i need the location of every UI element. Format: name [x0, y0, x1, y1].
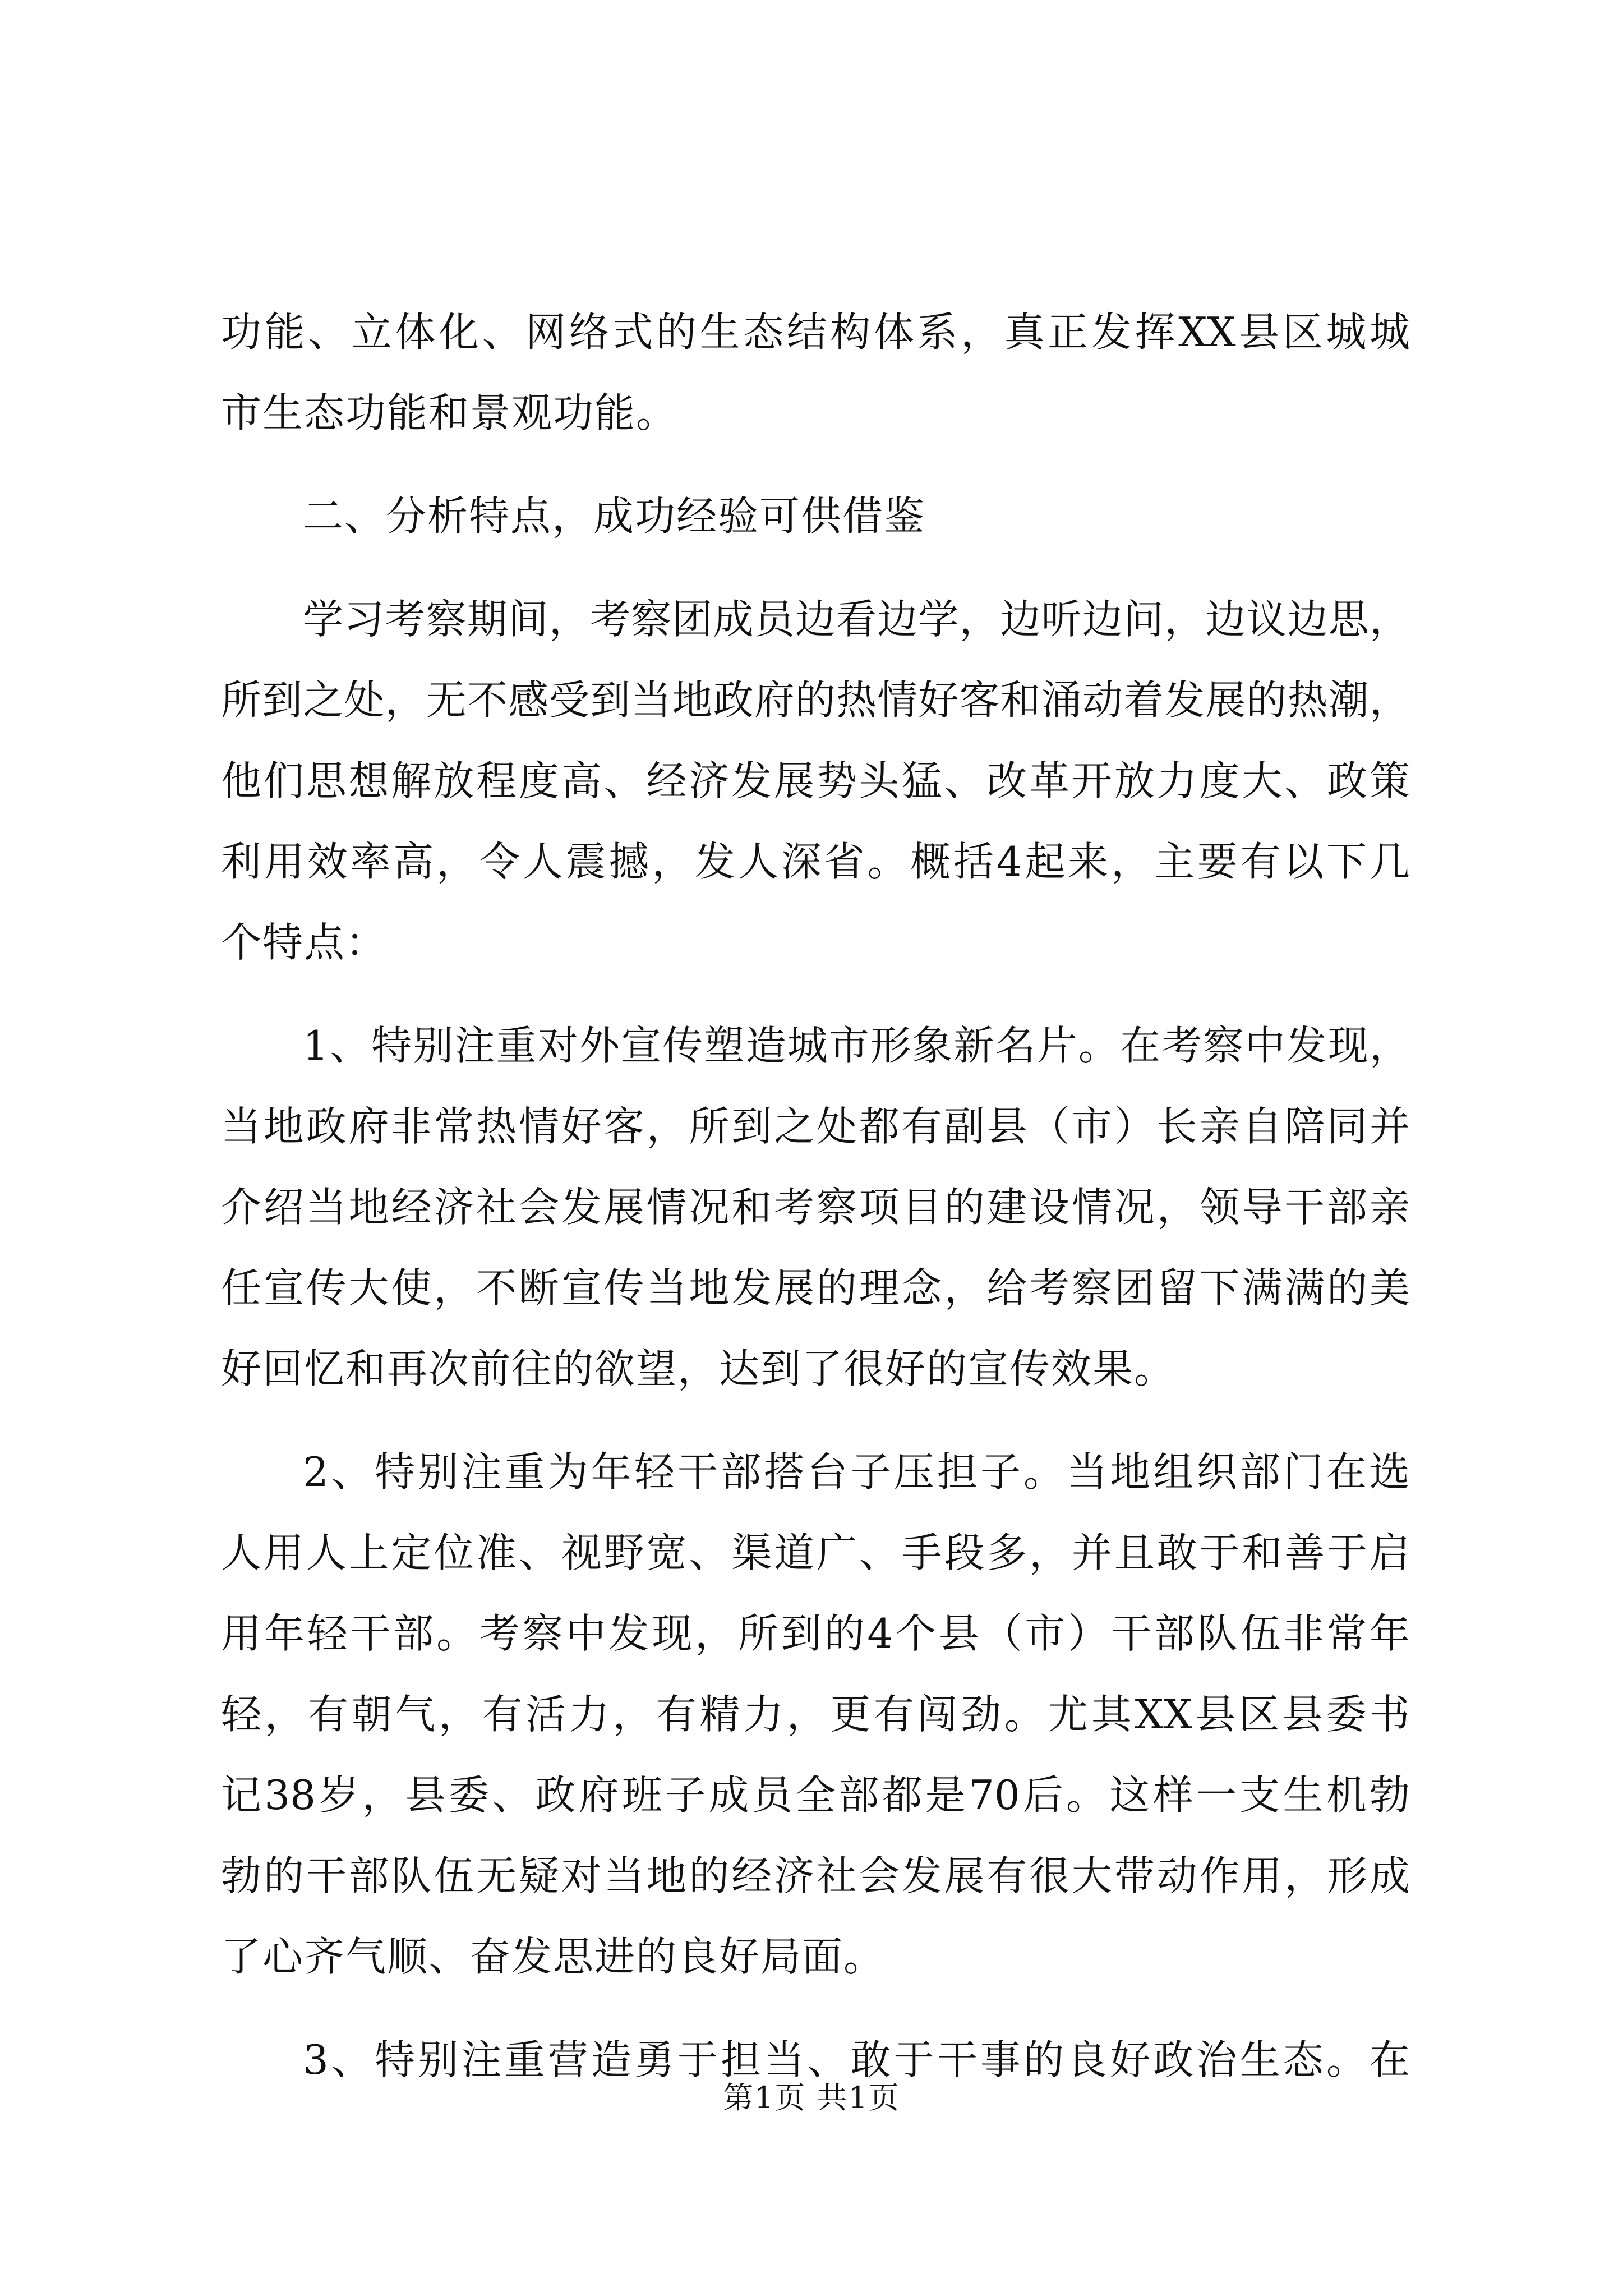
text-line: 所到之处，无不感受到当地政府的热情好客和涌动着发展的热潮， [221, 677, 1410, 724]
text-line: 利用效率高，令人震撼，发人深省。概括4起来，主要有以下几 [221, 838, 1410, 885]
section-heading: 二、分析特点，成功经验可供借鉴 [303, 493, 926, 540]
text-line: 3、特别注重营造勇于担当、敢于干事的良好政治生态。在 [303, 2036, 1410, 2083]
text-line: 好回忆和再次前往的欲望，达到了很好的宣传效果。 [221, 1345, 1176, 1392]
text-line: 勃的干部队伍无疑对当地的经济社会发展有很大带动作用，形成 [221, 1852, 1410, 1899]
page-footer: 第1页 共1页 [723, 2080, 900, 2115]
document-body [221, 292, 1410, 2100]
text-line: 用年轻干部。考察中发现，所到的4个县（市）干部队伍非常年 [221, 1610, 1410, 1657]
text-line: 个特点： [221, 919, 388, 966]
text-line: 功能、立体化、网络式的生态结构体系，真正发挥XX县区城城 [221, 309, 1410, 356]
text-line: 1、特别注重对外宣传塑造城市形象新名片。在考察中发现， [303, 1022, 1410, 1069]
text-line: 轻，有朝气，有活力，有精力，更有闯劲。尤其XX县区县委书 [221, 1691, 1410, 1738]
text-line: 记38岁，县委、政府班子成员全部都是70后。这样一支生机勃 [221, 1772, 1410, 1819]
text-line: 了心齐气顺、奋发思进的良好局面。 [221, 1933, 886, 1980]
text-line: 他们思想解放程度高、经济发展势头猛、改革开放力度大、政策 [221, 757, 1410, 804]
text-line: 当地政府非常热情好客，所到之处都有副县（市）长亲自陪同并 [221, 1103, 1410, 1150]
text-line: 人用人上定位准、视野宽、渠道广、手段多，并且敢于和善于启 [221, 1529, 1410, 1576]
text-line: 2、特别注重为年轻干部搭台子压担子。当地组织部门在选 [303, 1448, 1410, 1496]
text-line: 任宣传大使，不断宣传当地发展的理念，给考察团留下满满的美 [221, 1264, 1410, 1312]
text-line: 学习考察期间，考察团成员边看边学，边听边问，边议边思， [303, 596, 1410, 643]
text-line: 介绍当地经济社会发展情况和考察项目的建设情况，领导干部亲 [221, 1184, 1410, 1231]
text-line: 市生态功能和景观功能。 [221, 389, 678, 436]
